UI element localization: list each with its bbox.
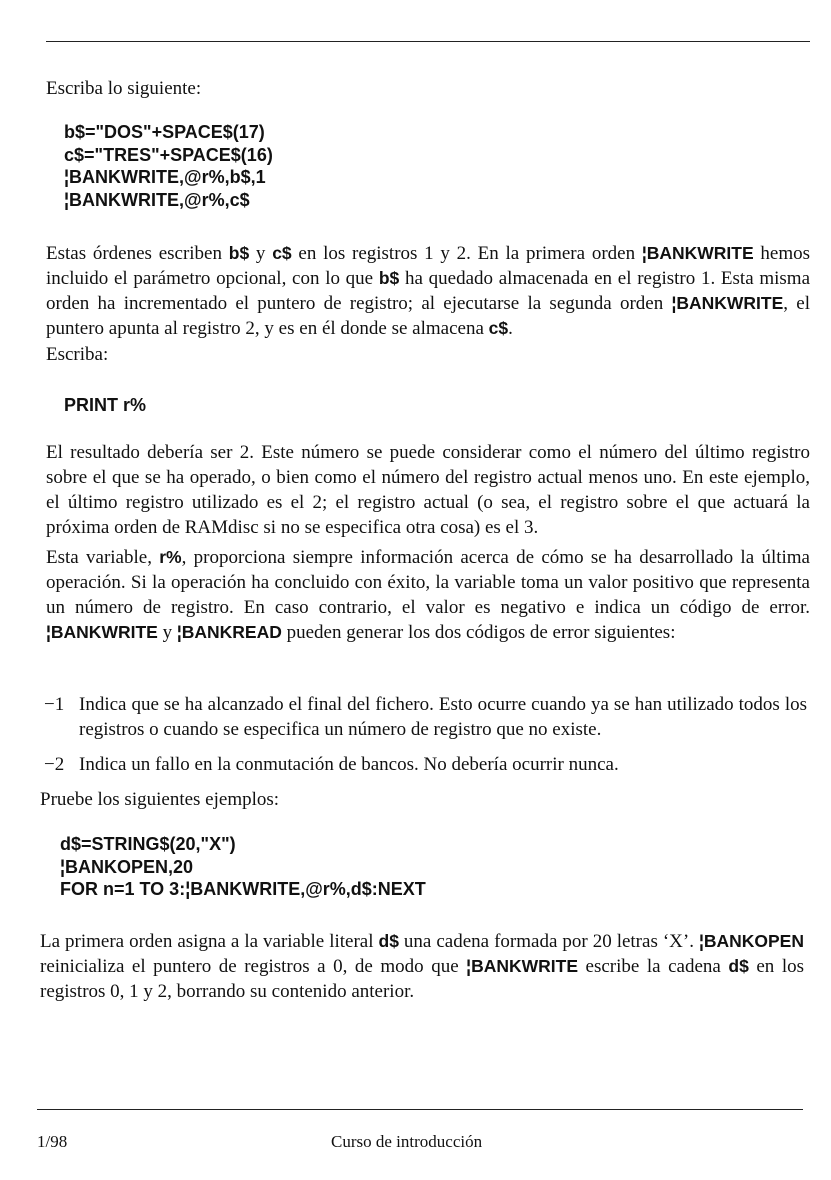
error-code: −2	[44, 754, 65, 775]
code-line: c$="TRES"+SPACE$(16)	[64, 144, 273, 165]
code-line: d$=STRING$(20,"X")	[60, 834, 236, 854]
code-block-2	[64, 394, 146, 417]
paragraph-bankwrite-explained: Estas órdenes escriben b$ y c$ en los registros 1 y 2. En la primera orden ¦BANKWRITE hemos incluido el parámetro opcional, con lo que b$ ha quedado almacenada en el registro 1. Esta misma orden ha incrementado el puntero de registro; al ejecutarse la segunda orden ¦BANKWRITE, el puntero apunta al registro 2, y es en él donde se almacena c$.	[46, 243, 811, 339]
code-line: ¦BANKWRITE,@r%,c$	[64, 189, 250, 210]
paragraph-explanation: La primera orden asigna a la variable literal d$ una cadena formada por 20 letras ‘X’. ¦BANKOPEN reinicializa el puntero de registros a 0, de modo que ¦BANKWRITE escribe la cadena d$ en los registros 0, 1 y 2, borrando su contenido anterior.	[40, 931, 805, 1002]
paragraph-result: El resultado debería ser 2. Este número se puede considerar como el número del último registro sobre el que se ha operado, o bien como el número del registro actual menos uno. En este ejemplo, el último registro utilizado es el 2; el registro actual (o sea, el registro sobre el que actuará la próxima orden de RAMdisc si no se especifica otra cosa) es el 3.	[46, 442, 810, 538]
top-rule	[46, 41, 810, 42]
paragraph-r-variable: Esta variable, r%, proporciona siempre información acerca de cómo se ha desarrollado la última operación. Si la operación ha concluido con éxito, la variable toma un valor positivo que representa un número de registro. En caso contrario, el valor es negativo e indica un código de error. ¦BANKWRITE y ¦BANKREAD pueden generar los dos códigos de error siguientes:	[46, 547, 810, 643]
code-line: ¦BANKOPEN,20	[60, 856, 194, 877]
code-line: ¦BANKWRITE,@r%,b$,1	[64, 167, 266, 187]
running-footer-title: Curso de introducción	[331, 1132, 483, 1151]
paragraph-escriba: Escriba:	[46, 344, 109, 365]
code-block-3	[60, 833, 426, 901]
code-line: PRINT r%	[64, 395, 147, 415]
paragraph-intro: Escriba lo siguiente:	[46, 78, 202, 99]
code-line: b$="DOS"+SPACE$(17)	[64, 122, 265, 142]
paragraph-pruebe: Pruebe los siguientes ejemplos:	[40, 789, 280, 810]
code-line: FOR n=1 TO 3:¦BANKWRITE,@r%,d$:NEXT	[60, 879, 426, 899]
error-description: Indica un fallo en la conmutación de bancos. No debería ocurrir nunca.	[79, 754, 619, 775]
error-code: −1	[44, 694, 65, 715]
page-number: 1/98	[37, 1132, 68, 1151]
bottom-rule	[37, 1109, 803, 1110]
error-description: Indica que se ha alcanzado el final del fichero. Esto ocurre cuando ya se han utilizado todos los registros o cuando se especifica un número de registro que no existe.	[79, 694, 807, 740]
code-block-1	[64, 121, 273, 211]
